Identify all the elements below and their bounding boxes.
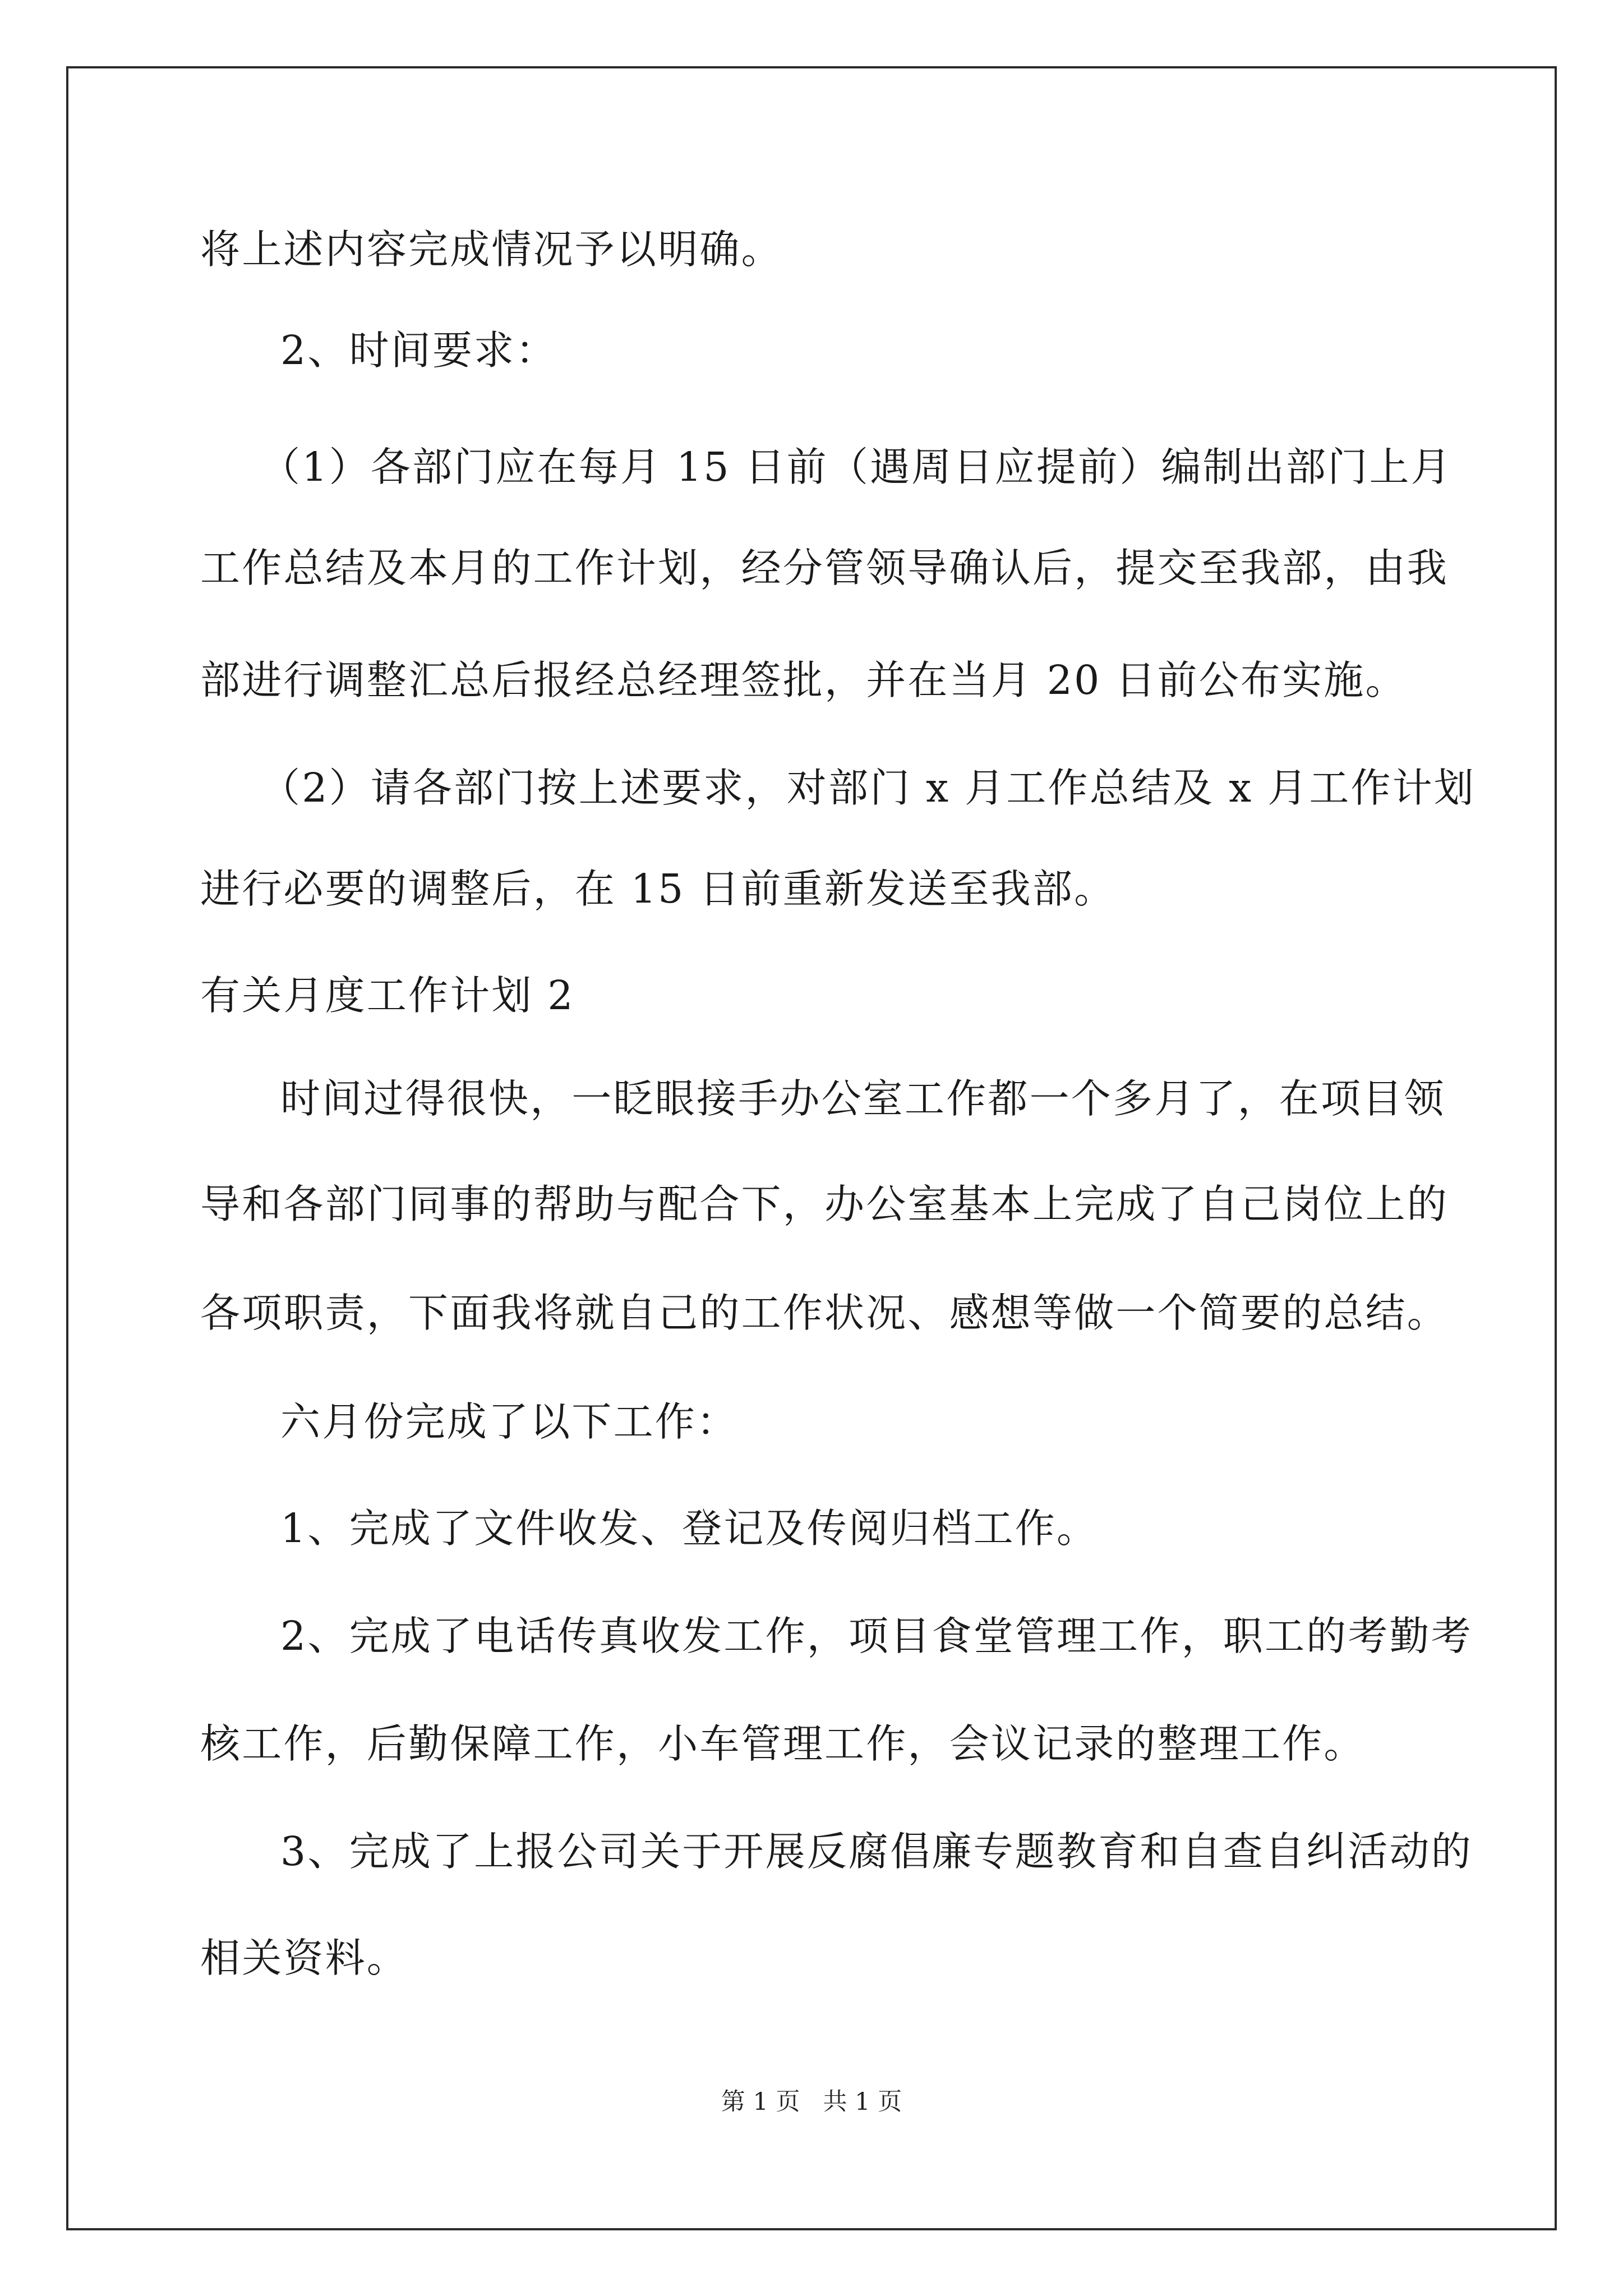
- body-line-12: 六月份完成了以下工作：: [280, 1398, 739, 1445]
- body-line-11: 各项职责，下面我将就自己的工作状况、感想等做一个简要的总结。: [200, 1290, 1449, 1336]
- body-line-9: 时间过得很快，一眨眼接手办公室工作都一个多月了，在项目领: [280, 1075, 1446, 1122]
- body-line-4: 工作总结及本月的工作计划，经分管领导确认后，提交至我部，由我: [200, 545, 1449, 591]
- body-line-7: 进行必要的调整后，在 15 日前重新发送至我部。: [200, 866, 1116, 912]
- page-border: [66, 66, 1557, 2230]
- body-line-14: 2、完成了电话传真收发工作，项目食堂管理工作，职工的考勤考: [280, 1613, 1473, 1659]
- body-line-17: 相关资料。: [200, 1935, 409, 1981]
- body-line-3: （1）各部门应在每月 15 日前（遇周日应提前）编制出部门上月: [260, 444, 1453, 490]
- body-line-2: 2、时间要求：: [280, 327, 557, 374]
- body-line-15: 核工作，后勤保障工作，小车管理工作，会议记录的整理工作。: [200, 1720, 1366, 1767]
- body-line-16: 3、完成了上报公司关于开展反腐倡廉专题教育和自查自纠活动的: [280, 1828, 1473, 1875]
- page-footer: 第 1 页 共 1 页: [721, 2088, 902, 2116]
- body-line-10: 导和各部门同事的帮助与配合下，办公室基本上完成了自己岗位上的: [200, 1181, 1449, 1227]
- body-line-5: 部进行调整汇总后报经总经理签批，并在当月 20 日前公布实施。: [200, 657, 1407, 703]
- body-line-1: 将上述内容完成情况予以明确。: [200, 226, 783, 273]
- section-heading: 有关月度工作计划 2: [200, 972, 575, 1019]
- body-line-6: （2）请各部门按上述要求，对部门 x 月工作总结及 x 月工作计划: [260, 765, 1476, 811]
- body-line-13: 1、完成了文件收发、登记及传阅归档工作。: [280, 1505, 1099, 1552]
